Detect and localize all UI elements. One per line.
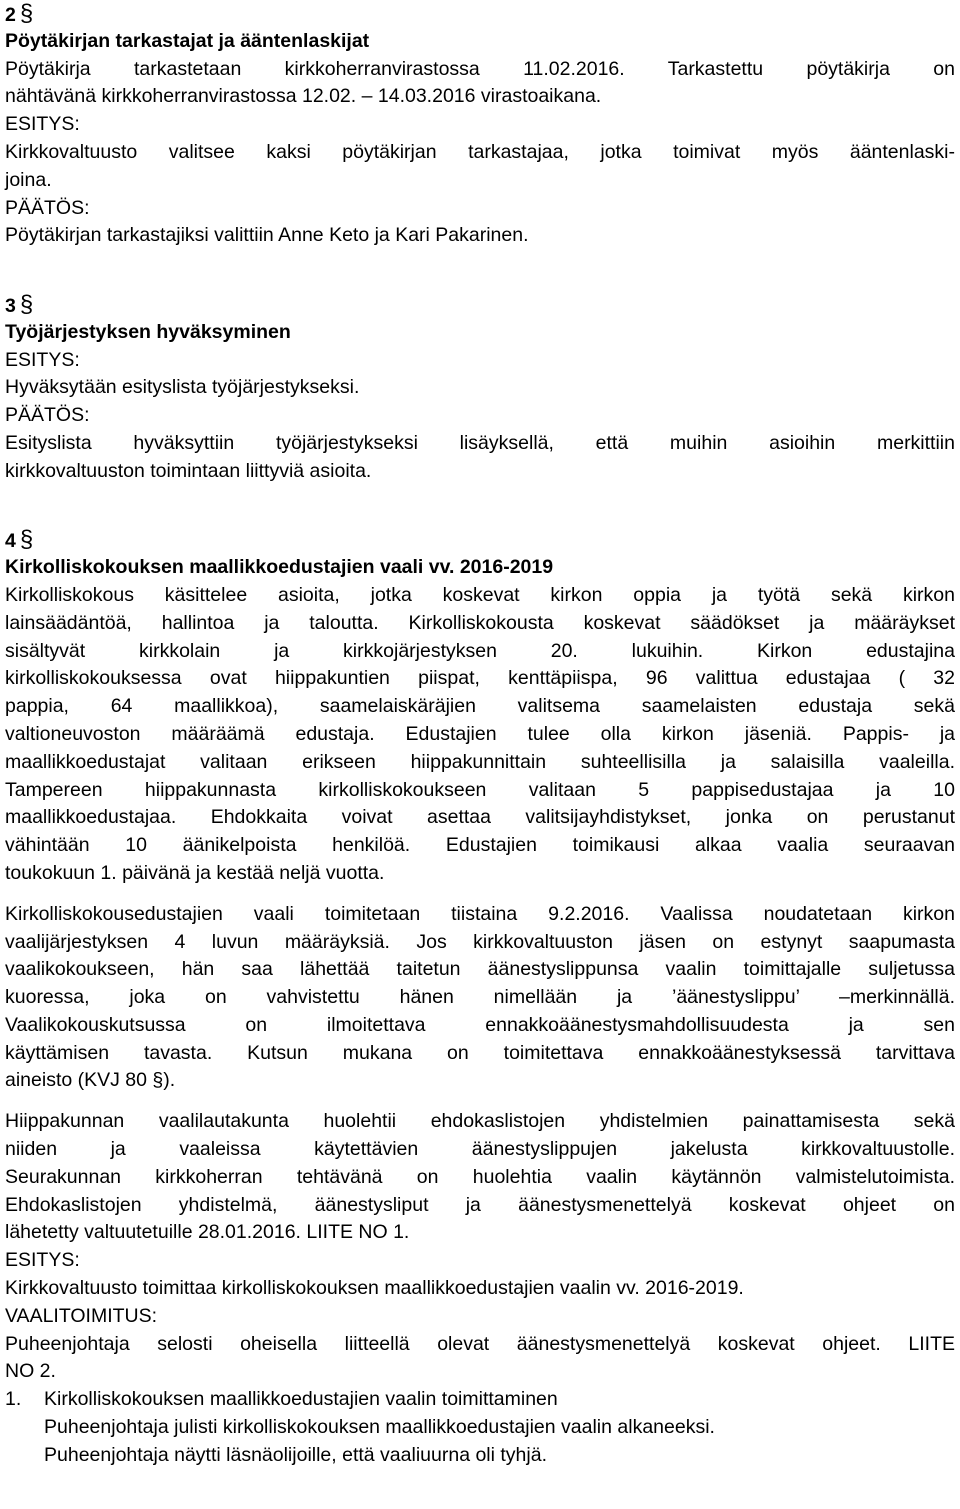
section-4-title: Kirkolliskokouksen maallikkoedustajien vaali vv. 2016-2019 xyxy=(5,556,554,579)
spacer xyxy=(5,513,955,526)
esitys-label: ESITYS: xyxy=(5,348,80,371)
spacer xyxy=(5,486,955,514)
paragraph-line: kirkolliskokouksessa ovat hiippakuntien piispat, kenttäpiispa, 96 valittua edustajaa ( 32 xyxy=(5,667,955,690)
paragraph-line: joina. xyxy=(5,168,52,191)
paragraph-line: vähintään 10 äänikelpoista henkilöä. Edustajien toimikausi alkaa vaalia seuraavan xyxy=(5,834,955,857)
esitys-label: ESITYS: xyxy=(5,1249,80,1272)
paragraph-line: Pöytäkirja tarkastetaan kirkkoherranvirastossa 11.02.2016. Tarkastettu pöytäkirja on xyxy=(5,57,955,80)
paragraph-line: sisältyvät kirkkolain ja kirkkojärjestyksen 20. lukuihin. Kirkon edustajina xyxy=(5,639,955,662)
section-number: 4 xyxy=(5,530,16,553)
section-2-heading xyxy=(5,0,955,28)
section-sign: § xyxy=(19,526,34,554)
paragraph-line: lähetetty valtuutetuille 28.01.2016. LIITE NO 1. xyxy=(5,1221,410,1244)
paragraph-line: Seurakunnan kirkkoherran tehtävänä on huolehtia vaalin käytännön valmistelutoimista. xyxy=(5,1165,955,1188)
paragraph-line: maallikkoedustajat valitaan erikseen hiippakunnittain suhteellisilla ja salaisilla vaaleilla. xyxy=(5,750,955,773)
section-sign: § xyxy=(19,290,34,318)
numbered-item-1 xyxy=(5,1386,955,1414)
paragraph-line: pappia, 64 maallikkoa), saamelaiskäräjien valitsema saamelaisten edustaja sekä xyxy=(5,695,955,718)
paragraph-line: Kirkkovaltuusto valitsee kaksi pöytäkirjan tarkastajaa, jotka toimivat myös ääntenlaski- xyxy=(5,140,955,163)
paragraph-line: nähtävänä kirkkoherranvirastossa 12.02. – 14.03.2016 virastoaikana. xyxy=(5,85,602,108)
spacer xyxy=(5,1095,955,1108)
paragraph-line: kirkkovaltuuston toimintaan liittyviä asioita. xyxy=(5,459,372,482)
paragraph-line: vaalikokoukseen, hän saa lähettää taitetun äänestyslippunsa vaalin toimittajalle suljetussa xyxy=(5,958,955,981)
paragraph-line: NO 2. xyxy=(5,1360,56,1383)
paatos-label: PÄÄTÖS: xyxy=(5,404,90,427)
document-page xyxy=(5,0,955,1470)
paragraph-line: valtioneuvoston määräämä edustaja. Edustajien tulee olla kirkon jäseniä. Pappis- ja xyxy=(5,722,955,745)
paragraph-line: lainsäädäntöä, hallintoa ja taloutta. Kirkolliskokousta koskevat säädökset ja määräykset xyxy=(5,611,955,634)
vaalitoimitus-label: VAALITOIMITUS: xyxy=(5,1304,158,1327)
paragraph-line: käyttämisen tavasta. Kutsun mukana on toimitettava ennakkoäänestyksessä tarvittava xyxy=(5,1041,955,1064)
paragraph-line: Kirkolliskokousedustajien vaali toimitetaan tiistaina 9.2.2016. Vaalissa noudatetaan kirkon xyxy=(5,902,955,925)
paragraph-line: Esityslista hyväksyttiin työjärjestykseksi lisäyksellä, että muihin asioihin merkittiin xyxy=(5,431,955,454)
paragraph-line: kuoressa, joka on vahvistettu hänen nimellään ja ’äänestyslippu’ –merkinnällä. xyxy=(5,986,955,1009)
esitys-label: ESITYS: xyxy=(5,113,80,136)
spacer xyxy=(5,278,955,291)
spacer xyxy=(5,250,955,278)
paragraph-line: Pöytäkirjan tarkastajiksi valittiin Anne Keto ja Kari Pakarinen. xyxy=(5,224,529,247)
paragraph-line: Kirkolliskokous käsittelee asioita, jotka koskevat kirkon oppia ja työtä sekä kirkon xyxy=(5,583,955,606)
paragraph-line: Puheenjohtaja näytti läsnäolijoille, että vaaliuurna oli tyhjä. xyxy=(44,1443,547,1466)
section-number: 2 xyxy=(5,4,16,26)
section-3-title: Työjärjestyksen hyväksyminen xyxy=(5,320,291,343)
paragraph-line: Tampereen hiippakunnasta kirkolliskokoukseen valitaan 5 pappisedustajaa ja 10 xyxy=(5,778,955,801)
paragraph-line: Vaalikokouskutsussa on ilmoitettava ennakkoäänestysmahdollisuudesta ja sen xyxy=(5,1013,955,1036)
item-title: Kirkolliskokouksen maallikkoedustajien vaalin toimittaminen xyxy=(44,1388,558,1411)
paragraph-line: Ehdokaslistojen yhdistelmä, äänestysliput ja äänestysmenettelyä koskevat ohjeet on xyxy=(5,1193,955,1216)
paragraph-line: vaalijärjestyksen 4 luvun määräyksiä. Jos kirkkovaltuuston jäsen on estynyt saapumasta xyxy=(5,930,955,953)
paragraph-line: Kirkkovaltuusto toimittaa kirkolliskokouksen maallikkoedustajien vaalin vv. 2016-2019. xyxy=(5,1277,744,1300)
paragraph-line: Puheenjohtaja julisti kirkolliskokouksen maallikkoedustajien vaalin alkaneeksi. xyxy=(44,1416,715,1439)
paragraph-line: Puheenjohtaja selosti oheisella liitteellä olevat äänestysmenettelyä koskevat ohjeet. LIITE xyxy=(5,1332,955,1355)
paragraph-line: Hiippakunnan vaalilautakunta huolehtii ehdokaslistojen yhdistelmien painattamisesta sekä xyxy=(5,1110,955,1133)
item-number: 1. xyxy=(5,1388,22,1411)
paragraph-line: maallikkoedustajaa. Ehdokkaita voivat asettaa valitsijayhdistykset, jonka on perustanut xyxy=(5,806,955,829)
paragraph-line: niiden ja vaaleissa käytettävien äänestyslippujen jakelusta kirkkovaltuustolle. xyxy=(5,1138,955,1161)
paragraph-line: Hyväksytään esityslista työjärjestykseksi. xyxy=(5,376,360,399)
section-3-heading xyxy=(5,291,955,319)
paatos-label: PÄÄTÖS: xyxy=(5,196,90,219)
spacer xyxy=(5,888,955,901)
paragraph-line: toukokuun 1. päivänä ja kestää neljä vuotta. xyxy=(5,861,385,884)
paragraph-line: aineisto (KVJ 80 §). xyxy=(5,1069,176,1092)
section-sign: § xyxy=(19,0,34,27)
section-4-heading xyxy=(5,526,955,554)
section-number: 3 xyxy=(5,294,16,317)
section-2-title: Pöytäkirjan tarkastajat ja ääntenlaskijat xyxy=(5,29,370,52)
